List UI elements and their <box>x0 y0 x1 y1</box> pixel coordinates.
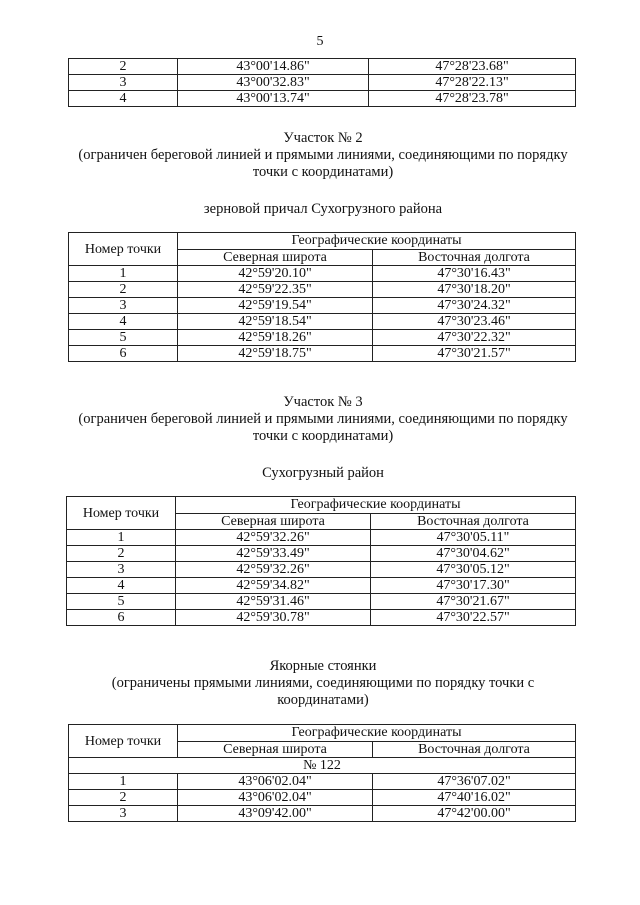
anchorage-heading-block <box>40 658 606 709</box>
continued-coordinates-table <box>68 58 576 107</box>
latitude-cell: 43°06'02.04" <box>178 774 373 790</box>
section3-note-line2: точки с координатами) <box>252 428 394 444</box>
longitude-cell: 47°42'00.00" <box>373 806 576 822</box>
table-row <box>69 330 576 346</box>
longitude-cell: 47°28'23.78" <box>369 91 576 107</box>
point-number-cell: 4 <box>69 314 178 330</box>
point-number-cell: 3 <box>69 75 178 91</box>
point-number-cell: 2 <box>69 790 178 806</box>
longitude-cell: 47°30'21.67" <box>371 594 576 610</box>
longitude-cell: 47°40'16.02" <box>373 790 576 806</box>
latitude-cell: 42°59'20.10" <box>178 266 373 282</box>
section3-heading: Участок № 3 <box>283 394 363 410</box>
section3-heading-block <box>40 394 606 445</box>
point-number-cell: 6 <box>67 610 176 626</box>
point-number-cell: 3 <box>69 806 178 822</box>
longitude-cell: 47°28'23.68" <box>369 59 576 75</box>
section2-heading: Участок № 2 <box>283 130 363 146</box>
latitude-cell: 42°59'18.75" <box>178 346 373 362</box>
point-number-cell: 4 <box>69 91 178 107</box>
col-coords-header: Географические координаты <box>178 233 576 250</box>
anchorage-note-line2: координатами) <box>277 692 369 708</box>
latitude-cell: 42°59'22.35" <box>178 282 373 298</box>
point-number-cell: 6 <box>69 346 178 362</box>
longitude-cell: 47°30'22.32" <box>373 330 576 346</box>
longitude-cell: 47°30'23.46" <box>373 314 576 330</box>
table-row <box>69 806 576 822</box>
table-row <box>69 346 576 362</box>
section2-coordinates-table <box>68 232 576 362</box>
latitude-cell: 43°00'32.83" <box>178 75 369 91</box>
longitude-cell: 47°30'18.20" <box>373 282 576 298</box>
table-row <box>69 314 576 330</box>
longitude-cell: 47°30'16.43" <box>373 266 576 282</box>
anchorage-group-label: № 122 <box>69 758 576 774</box>
table-row <box>69 59 576 75</box>
longitude-cell: 47°30'24.32" <box>373 298 576 314</box>
section2-note-line2: точки с координатами) <box>252 164 394 180</box>
longitude-cell: 47°36'07.02" <box>373 774 576 790</box>
table-row <box>69 298 576 314</box>
table-row <box>67 562 576 578</box>
col-lat-header: Северная широта <box>176 513 371 530</box>
latitude-cell: 42°59'18.54" <box>178 314 373 330</box>
page-number: 5 <box>316 34 324 49</box>
longitude-cell: 47°30'17.30" <box>371 578 576 594</box>
table-row <box>69 75 576 91</box>
point-number-cell: 4 <box>67 578 176 594</box>
col-lon-header: Восточная долгота <box>373 249 576 266</box>
point-number-cell: 1 <box>69 266 178 282</box>
latitude-cell: 43°00'13.74" <box>178 91 369 107</box>
longitude-cell: 47°30'05.12" <box>371 562 576 578</box>
table-row <box>67 578 576 594</box>
table-row <box>67 546 576 562</box>
section3-note-line1: (ограничен береговой линией и прямыми линиями, соединяющими по порядку <box>78 411 568 427</box>
table-row <box>69 774 576 790</box>
table-row <box>69 790 576 806</box>
longitude-cell: 47°30'22.57" <box>371 610 576 626</box>
point-number-cell: 1 <box>69 774 178 790</box>
latitude-cell: 42°59'31.46" <box>176 594 371 610</box>
col-lat-header: Северная широта <box>178 249 373 266</box>
table-row <box>67 594 576 610</box>
latitude-cell: 42°59'33.49" <box>176 546 371 562</box>
latitude-cell: 43°06'02.04" <box>178 790 373 806</box>
latitude-cell: 42°59'34.82" <box>176 578 371 594</box>
point-number-cell: 3 <box>69 298 178 314</box>
anchorage-note-line1: (ограничены прямыми линиями, соединяющими по порядку точки с <box>111 675 535 691</box>
point-number-cell: 3 <box>67 562 176 578</box>
latitude-cell: 42°59'18.26" <box>178 330 373 346</box>
col-coords-header: Географические координаты <box>178 725 576 742</box>
latitude-cell: 43°00'14.86" <box>178 59 369 75</box>
longitude-cell: 47°28'22.13" <box>369 75 576 91</box>
col-lat-header: Северная широта <box>178 741 373 758</box>
table-row <box>69 282 576 298</box>
section2-note-line1: (ограничен береговой линией и прямыми линиями, соединяющими по порядку <box>78 147 568 163</box>
latitude-cell: 42°59'19.54" <box>178 298 373 314</box>
point-number-cell: 5 <box>67 594 176 610</box>
point-number-cell: 1 <box>67 530 176 546</box>
table-row <box>69 266 576 282</box>
col-point-header: Номер точки <box>69 725 178 758</box>
point-number-cell: 5 <box>69 330 178 346</box>
col-point-header: Номер точки <box>69 233 178 266</box>
anchorage-coordinates-table <box>68 724 576 822</box>
latitude-cell: 42°59'32.26" <box>176 562 371 578</box>
col-point-header: Номер точки <box>67 497 176 530</box>
col-lon-header: Восточная долгота <box>371 513 576 530</box>
anchorage-heading: Якорные стоянки <box>269 658 377 674</box>
latitude-cell: 42°59'32.26" <box>176 530 371 546</box>
longitude-cell: 47°30'05.11" <box>371 530 576 546</box>
section2-subtitle: зерновой причал Сухогрузного района <box>203 201 443 217</box>
col-coords-header: Географические координаты <box>176 497 576 514</box>
longitude-cell: 47°30'21.57" <box>373 346 576 362</box>
point-number-cell: 2 <box>67 546 176 562</box>
section3-coordinates-table <box>66 496 576 626</box>
table-row <box>69 91 576 107</box>
table-row <box>67 530 576 546</box>
section2-heading-block <box>40 130 606 181</box>
latitude-cell: 42°59'30.78" <box>176 610 371 626</box>
point-number-cell: 2 <box>69 59 178 75</box>
section3-subtitle: Сухогрузный район <box>262 465 384 481</box>
point-number-cell: 2 <box>69 282 178 298</box>
latitude-cell: 43°09'42.00" <box>178 806 373 822</box>
longitude-cell: 47°30'04.62" <box>371 546 576 562</box>
table-row <box>67 610 576 626</box>
col-lon-header: Восточная долгота <box>373 741 576 758</box>
